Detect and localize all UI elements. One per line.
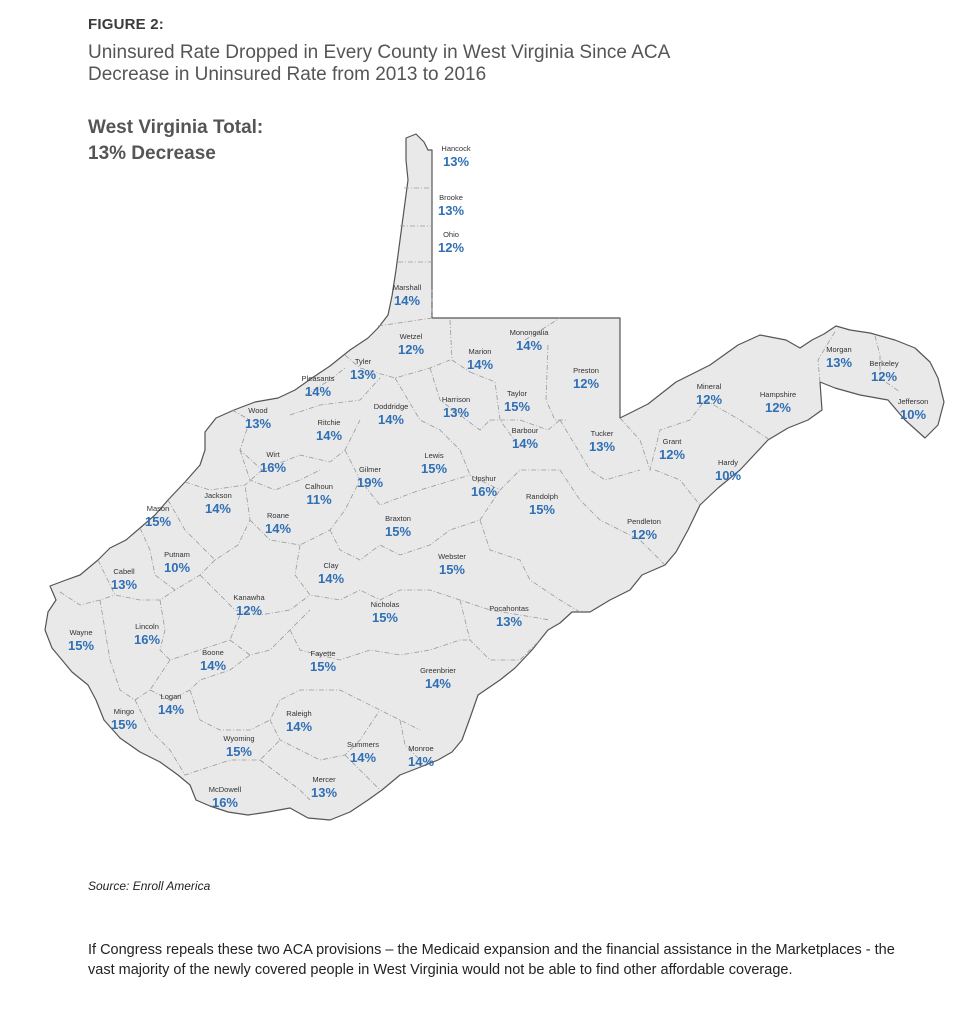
county-name: Marion <box>468 347 492 356</box>
county-ritchie <box>316 418 342 443</box>
county-decrease-value: 14% <box>317 571 345 586</box>
county-name: Jackson <box>204 491 232 500</box>
county-mineral <box>696 382 722 407</box>
county-decrease-value: 11% <box>306 492 332 507</box>
county-preston <box>573 366 599 391</box>
footnote-paragraph: If Congress repeals these two ACA provisions – the Medicaid expansion and the financial assistance in the Marketplaces - the vast majority of the newly covered people in West Virginia would not be able to find other affordable coverage. <box>88 942 895 978</box>
county-name: Raleigh <box>286 709 312 718</box>
county-name: Boone <box>202 648 224 657</box>
county-decrease-value: 14% <box>466 357 494 372</box>
county-monongalia <box>510 328 549 353</box>
county-name: Pocahontas <box>489 604 529 613</box>
county-name: Jefferson <box>897 397 929 406</box>
county-decrease-value: 15% <box>110 717 138 732</box>
county-decrease-value: 19% <box>356 475 384 490</box>
county-decrease-value: 12% <box>695 392 723 407</box>
county-hancock <box>441 144 470 169</box>
county-name: Mingo <box>113 707 135 716</box>
county-roane <box>265 511 291 536</box>
county-wayne <box>68 628 94 653</box>
county-name: Calhoun <box>305 482 333 491</box>
county-decrease-value: 13% <box>244 416 272 431</box>
county-decrease-value: 12% <box>870 369 898 384</box>
county-cabell <box>111 567 137 592</box>
county-decrease-value: 16% <box>470 484 498 499</box>
county-name: Lewis <box>424 451 444 460</box>
county-decrease-value: 14% <box>515 338 543 353</box>
county-decrease-value: 13% <box>442 154 470 169</box>
county-doddridge <box>374 402 409 427</box>
county-name: McDowell <box>208 785 242 794</box>
county-jefferson <box>898 397 929 422</box>
county-mason <box>145 504 171 529</box>
county-decrease-value: 14% <box>285 719 313 734</box>
county-decrease-value: 14% <box>349 750 377 765</box>
county-decrease-value: 14% <box>204 501 232 516</box>
county-grant <box>659 437 685 462</box>
county-name: Berkeley <box>869 359 899 368</box>
county-mercer <box>311 775 337 800</box>
county-decrease-value: 15% <box>384 524 412 539</box>
county-name: Pendleton <box>627 517 661 526</box>
county-name: Pleasants <box>301 374 335 383</box>
county-decrease-value: 14% <box>304 384 332 399</box>
state-total-label: West Virginia Total: <box>88 117 264 138</box>
county-name: Tucker <box>590 429 614 438</box>
county-name: Lincoln <box>135 622 159 631</box>
county-name: Ohio <box>443 230 459 239</box>
county-nicholas <box>371 600 400 625</box>
county-wirt <box>260 450 286 475</box>
county-decrease-value: 12% <box>630 527 658 542</box>
county-decrease-value: 16% <box>211 795 239 810</box>
county-decrease-value: 15% <box>438 562 466 577</box>
county-decrease-value: 15% <box>144 514 172 529</box>
county-wetzel <box>398 332 424 357</box>
county-name: Hampshire <box>759 390 797 399</box>
county-decrease-value: 16% <box>259 460 287 475</box>
county-name: Wood <box>248 406 268 415</box>
county-name: Braxton <box>385 514 411 523</box>
county-decrease-value: 15% <box>503 399 531 414</box>
county-decrease-value: 14% <box>264 521 292 536</box>
county-name: Clay <box>323 561 339 570</box>
county-name: Mineral <box>696 382 722 391</box>
county-clay <box>318 561 344 586</box>
county-pocahontas <box>489 604 529 629</box>
county-name: Logan <box>160 692 182 701</box>
county-decrease-value: 10% <box>899 407 927 422</box>
county-decrease-value: 15% <box>371 610 399 625</box>
county-ohio <box>438 230 464 255</box>
county-tucker <box>589 429 615 454</box>
county-name: Putnam <box>164 550 190 559</box>
county-wood <box>245 406 271 431</box>
county-greenbrier <box>420 666 456 691</box>
county-name: Webster <box>438 552 466 561</box>
county-decrease-value: 13% <box>110 577 138 592</box>
county-decrease-value: 12% <box>572 376 600 391</box>
county-tyler <box>350 357 376 382</box>
county-name: Fayette <box>310 649 336 658</box>
county-upshur <box>471 474 497 499</box>
county-barbour <box>512 426 539 451</box>
county-decrease-value: 14% <box>315 428 343 443</box>
county-name: Ritchie <box>317 418 341 427</box>
county-name: Doddridge <box>373 402 409 411</box>
county-decrease-value: 16% <box>133 632 161 647</box>
county-name: Hancock <box>441 144 471 153</box>
county-marion <box>467 347 493 372</box>
county-name: Barbour <box>511 426 539 435</box>
county-decrease-value: 15% <box>225 744 253 759</box>
county-lewis <box>421 451 447 476</box>
state-total-value: 13% Decrease <box>88 143 216 164</box>
county-randolph <box>526 492 558 517</box>
county-decrease-value: 15% <box>528 502 556 517</box>
county-decrease-value: 12% <box>235 603 263 618</box>
county-name: Grant <box>662 437 682 446</box>
county-decrease-value: 13% <box>310 785 338 800</box>
county-decrease-value: 14% <box>377 412 405 427</box>
county-name: Harrison <box>441 395 471 404</box>
county-decrease-value: 10% <box>714 468 742 483</box>
county-name: Gilmer <box>358 465 382 474</box>
county-name: Kanawha <box>233 593 265 602</box>
county-decrease-value: 14% <box>157 702 185 717</box>
county-fayette <box>310 649 336 674</box>
county-webster <box>438 552 466 577</box>
county-lincoln <box>134 622 160 647</box>
county-hampshire <box>760 390 796 415</box>
county-raleigh <box>286 709 312 734</box>
county-name: Taylor <box>506 389 527 398</box>
county-name: Nicholas <box>370 600 400 609</box>
county-name: Tyler <box>354 357 372 366</box>
county-name: Marshall <box>392 283 422 292</box>
county-name: Cabell <box>113 567 135 576</box>
county-morgan <box>826 345 852 370</box>
county-name: Morgan <box>826 345 852 354</box>
county-decrease-value: 13% <box>349 367 377 382</box>
county-hardy <box>715 458 741 483</box>
county-jackson <box>204 491 232 516</box>
county-decrease-value: 14% <box>511 436 539 451</box>
county-decrease-value: 13% <box>825 355 853 370</box>
county-monroe <box>408 744 434 769</box>
county-summers <box>347 740 379 765</box>
county-wyoming <box>223 734 254 759</box>
source-credit: Source: Enroll America <box>88 879 211 893</box>
county-name: Hardy <box>717 458 738 467</box>
county-name: Brooke <box>439 193 463 202</box>
county-pleasants <box>302 374 335 399</box>
county-braxton <box>385 514 411 539</box>
county-mingo <box>111 707 137 732</box>
county-logan <box>158 692 184 717</box>
county-decrease-value: 13% <box>442 405 470 420</box>
county-taylor <box>504 389 530 414</box>
county-kanawha <box>233 593 264 618</box>
county-decrease-value: 15% <box>420 461 448 476</box>
county-putnam <box>164 550 190 575</box>
county-name: Mercer <box>312 775 336 784</box>
figure-subtitle: Decrease in Uninsured Rate from 2013 to 2016 <box>88 64 487 85</box>
county-name: Mason <box>146 504 170 513</box>
county-name: Summers <box>346 740 380 749</box>
county-name: Upshur <box>471 474 497 483</box>
county-mcdowell <box>209 785 242 810</box>
county-gilmer <box>357 465 383 490</box>
county-name: Preston <box>573 366 599 375</box>
county-decrease-value: 10% <box>163 560 191 575</box>
county-name: Greenbrier <box>420 666 456 675</box>
county-brooke <box>438 193 464 218</box>
county-pendleton <box>627 517 661 542</box>
county-name: Wetzel <box>399 332 423 341</box>
county-boone <box>200 648 226 673</box>
county-decrease-value: 14% <box>424 676 452 691</box>
county-name: Roane <box>266 511 290 520</box>
county-decrease-value: 15% <box>67 638 95 653</box>
county-decrease-value: 12% <box>658 447 686 462</box>
county-name: Wirt <box>266 450 280 459</box>
figure-label: FIGURE 2: <box>88 16 164 33</box>
county-berkeley <box>869 359 898 384</box>
county-decrease-value: 13% <box>437 203 465 218</box>
county-name: Monroe <box>408 744 434 753</box>
county-decrease-value: 14% <box>393 293 421 308</box>
county-harrison <box>442 395 470 420</box>
county-name: Wyoming <box>223 734 255 743</box>
county-decrease-value: 13% <box>495 614 523 629</box>
county-decrease-value: 15% <box>309 659 337 674</box>
county-marshall <box>393 283 421 308</box>
county-name: Randolph <box>525 492 559 501</box>
county-decrease-value: 14% <box>407 754 435 769</box>
county-decrease-value: 13% <box>588 439 616 454</box>
county-name: Monongalia <box>509 328 549 337</box>
county-decrease-value: 14% <box>199 658 227 673</box>
county-calhoun <box>305 482 333 507</box>
county-decrease-value: 12% <box>764 400 792 415</box>
county-decrease-value: 12% <box>437 240 465 255</box>
figure-title: Uninsured Rate Dropped in Every County in West Virginia Since ACA <box>88 42 671 63</box>
county-decrease-value: 12% <box>397 342 425 357</box>
county-name: Wayne <box>69 628 93 637</box>
